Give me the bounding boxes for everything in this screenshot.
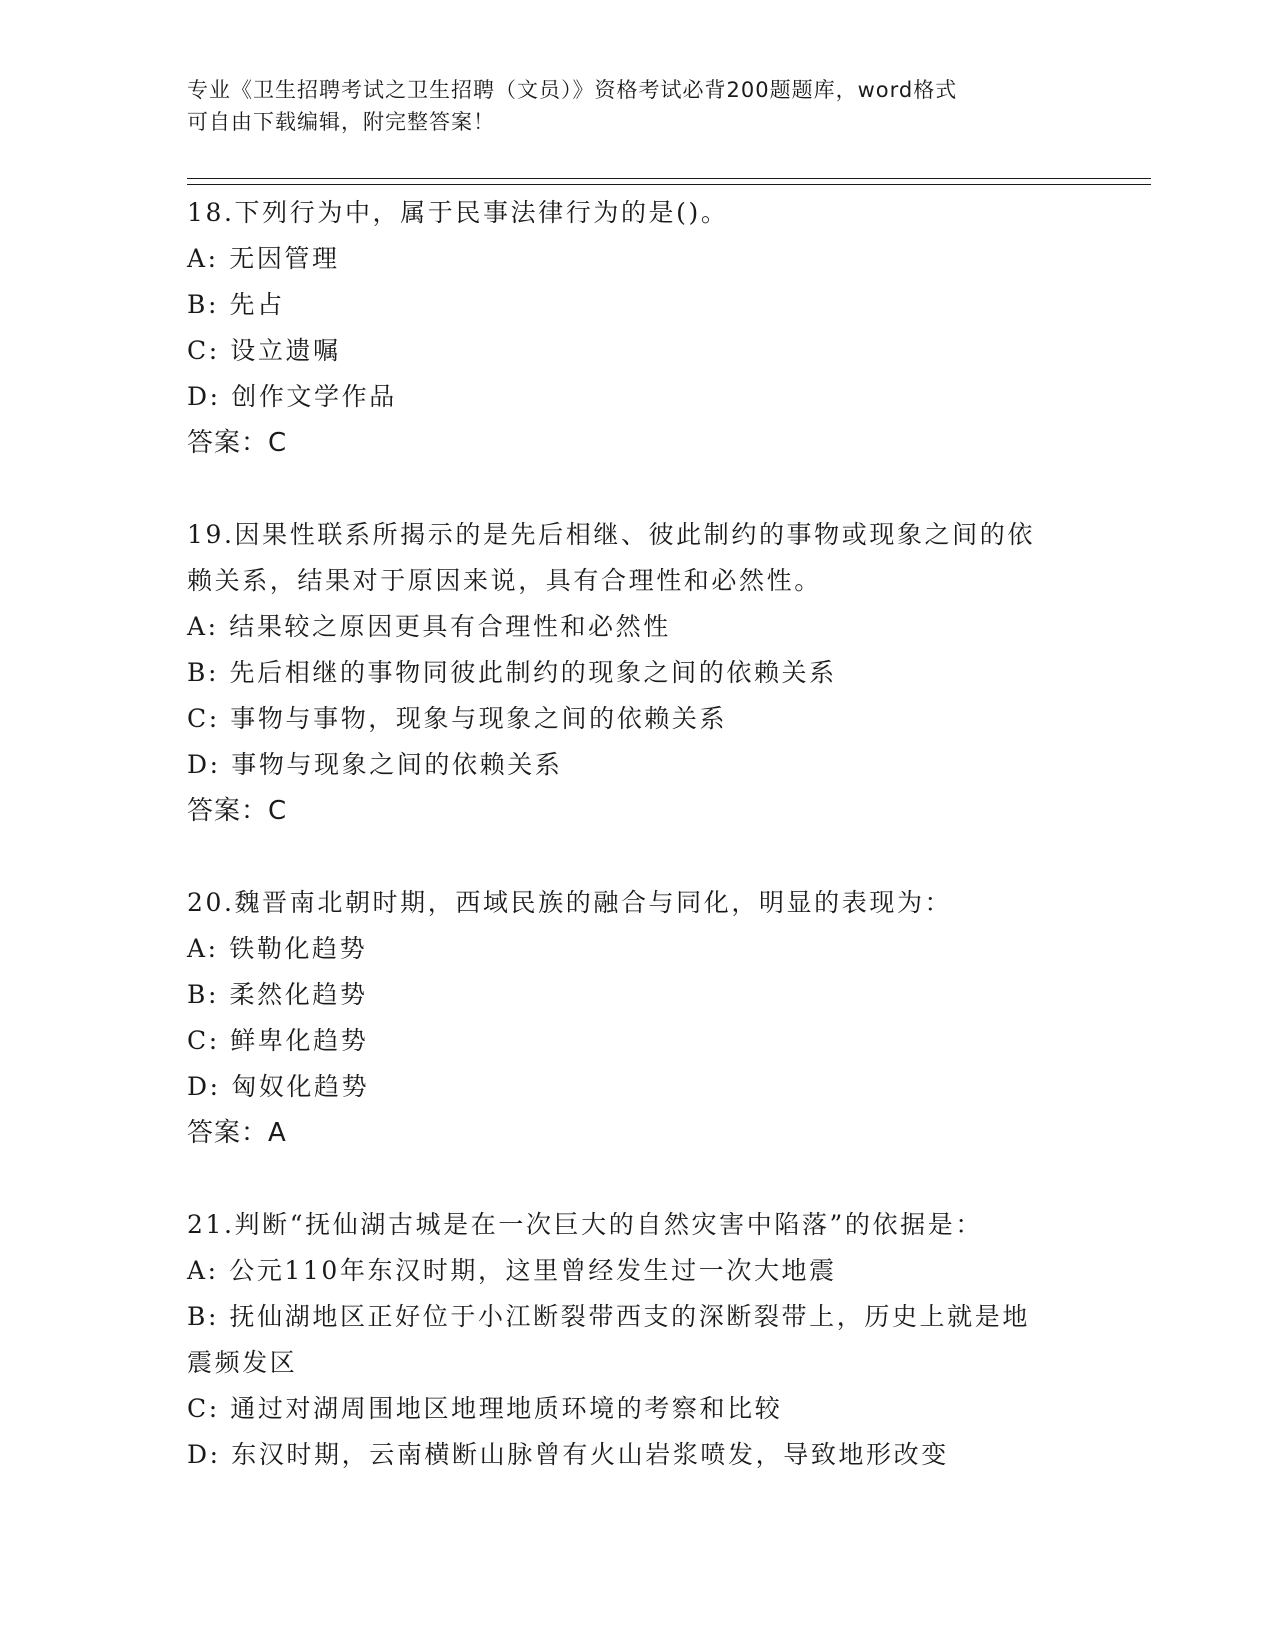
option-d: D: 东汉时期，云南横断山脉曾有火山岩浆喷发，导致地形改变 bbox=[187, 1440, 949, 1469]
question-19 bbox=[187, 512, 1087, 834]
option-b: B: 先占 bbox=[187, 290, 285, 319]
question-21 bbox=[187, 1202, 1087, 1478]
answer-label: 答案：A bbox=[187, 1118, 287, 1148]
option-d: D: 事物与现象之间的依赖关系 bbox=[187, 750, 563, 779]
option-a: A: 公元110年东汉时期，这里曾经发生过一次大地震 bbox=[187, 1256, 837, 1285]
question-stem: 20.魏晋南北朝时期，西域民族的融合与同化，明显的表现为： bbox=[187, 888, 953, 917]
option-b: B: 柔然化趋势 bbox=[187, 980, 368, 1009]
header-divider-top bbox=[187, 178, 1151, 179]
header-line-2: 可自由下载编辑，附完整答案！ bbox=[187, 110, 495, 134]
document-header bbox=[187, 74, 1067, 138]
question-stem: 19.因果性联系所揭示的是先后相继、彼此制约的事物或现象之间的依 bbox=[187, 520, 1035, 549]
option-a: A: 无因管理 bbox=[187, 244, 340, 273]
question-stem-continued: 赖关系，结果对于原因来说，具有合理性和必然性。 bbox=[187, 566, 822, 595]
option-c: C: 设立遗嘱 bbox=[187, 336, 341, 365]
option-c: C: 通过对湖周围地区地理地质环境的考察和比较 bbox=[187, 1394, 783, 1423]
answer-label: 答案：C bbox=[187, 796, 288, 826]
option-c: C: 事物与事物，现象与现象之间的依赖关系 bbox=[187, 704, 728, 733]
header-line-1: 专业《卫生招聘考试之卫生招聘（文员）》资格考试必背200题题库，word格式 bbox=[187, 78, 958, 102]
option-b: B: 抚仙湖地区正好位于小江断裂带西支的深断裂带上，历史上就是地 bbox=[187, 1302, 1030, 1331]
question-stem: 21.判断“抚仙湖古城是在一次巨大的自然灾害中陷落”的依据是： bbox=[187, 1210, 983, 1239]
question-list bbox=[187, 190, 1087, 1524]
option-d: D: 匈奴化趋势 bbox=[187, 1072, 370, 1101]
option-c: C: 鲜卑化趋势 bbox=[187, 1026, 369, 1055]
option-b-continued: 震频发区 bbox=[187, 1348, 298, 1377]
answer-label: 答案：C bbox=[187, 428, 288, 458]
question-stem: 18.下列行为中，属于民事法律行为的是()。 bbox=[187, 198, 729, 227]
option-b: B: 先后相继的事物同彼此制约的现象之间的依赖关系 bbox=[187, 658, 837, 687]
header-divider-bottom bbox=[187, 184, 1151, 185]
question-18 bbox=[187, 190, 1087, 466]
option-a: A: 铁勒化趋势 bbox=[187, 934, 368, 963]
option-d: D: 创作文学作品 bbox=[187, 382, 397, 411]
question-20 bbox=[187, 880, 1087, 1156]
option-a: A: 结果较之原因更具有合理性和必然性 bbox=[187, 612, 671, 641]
